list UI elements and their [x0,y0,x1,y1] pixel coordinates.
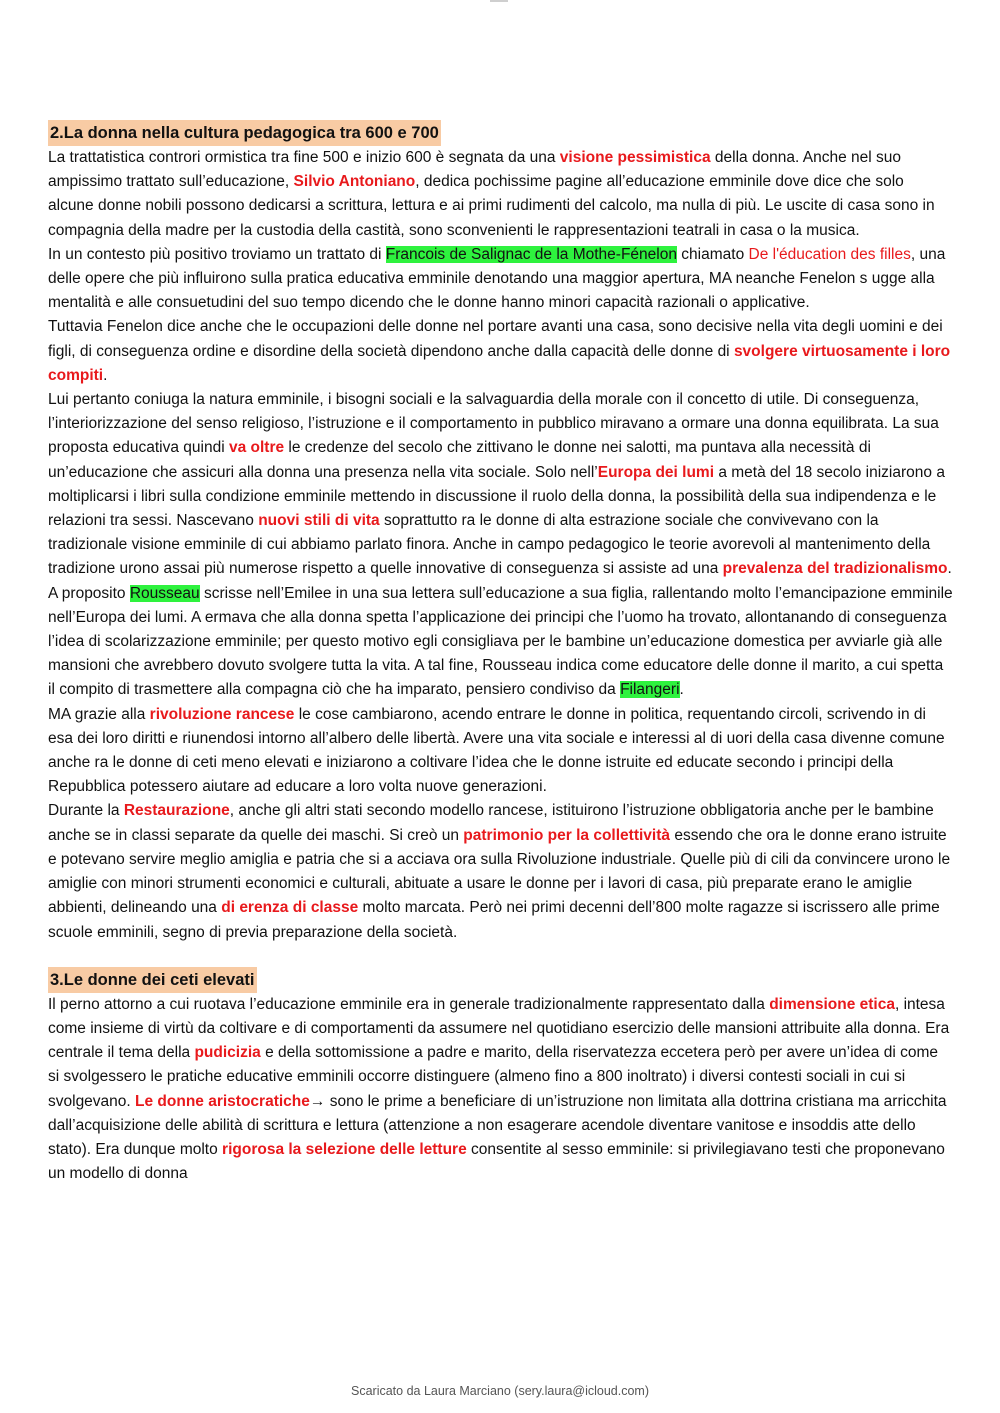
emphasis: Le donne aristocratiche [135,1092,310,1110]
section-gap [48,945,953,967]
s2-paragraph-4: Lui pertanto coniuga la natura emminile, i bisogni sociali e la salvaguardia della morale con il concetto di utile. Di conseguenza, l’interiorizzazione del senso religioso, l’istruzione e il comportamento in pubblico miravano a ormare una donna equilibrata. La sua proposta educativa quindi va oltre le credenze del secolo che zittivano le donne nei salotti, ma puntava alla necessità di un’educazione che assicuri alla donna una presenza nella vita sociale. Solo nell’Europa dei lumi a metà del 18 secolo iniziarono a moltiplicarsi i libri sulla condizione emminile mettendo in discussione il ruolo della donna, la possibilità della sua indipendenza e le relazioni tra sessi. Nascevano nuovi stili di vita soprattutto ra le donne di alta estrazione sociale che convivevano con la tradizionale visione emminile di cui abbiamo parlato finora. Anche in campo pedagogico le teorie avorevoli al mantenimento della tradizione urono assai più numerose rispetto a quelle innovative di conseguenza si assiste ad una prevalenza del tradizionalismo. [48,391,952,578]
highlight: Rousseau [129,584,200,602]
emphasis: dimensione etica [769,995,895,1013]
s2-paragraph-6: MA grazie alla rivoluzione rancese le cose cambiarono, acendo entrare le donne in politica, requentando circoli, scrivendo in di esa dei loro diritti e riunendosi intorno all’albero delle libertà. Avere una vita sociale e interessi al di uori della casa divenne comune anche ra le donne di ceti meno elevati e iniziarono a coltivare l’idea che le donne istruite ed educate secondo i principi della Repubblica potessero aiutare ad educare a loro volta nuove generazioni. [48,705,945,796]
emphasis: visione pessimistica [559,149,711,166]
section-2-title: 2.La donna nella cultura pedagogica tra 600 e 700 [48,120,441,146]
document-body [48,120,953,1186]
emphasis: Restaurazione [123,802,230,820]
emphasis: pudicizia [194,1044,261,1062]
s2-paragraph-2: In un contesto più positivo troviamo un trattato di Francois de Salignac de la Mothe-Fénelon chiamato De l'éducation des filles, una delle opere che più influirono sulla pratica educativa emminile denotando una maggior apertura, MA neanche Fenelon s ugge alla mentalità e alle consuetudini del suo tempo dicendo che le donne hanno minori capacità razionali o applicative. [48,245,946,312]
s2-paragraph-1: La trattatistica controri ormistica tra fine 500 e inizio 600 è segnata da una visione pessimistica della donna. Anche nel suo ampissimo trattato sull’educazione, Silvio Antoniano, dedica pochissime pagine all’educazione emminile dove dice che solo alcune donne nobili possono dedicarsi a scrittura, lettura e ai primi rudimenti del calcolo, ma nulla di più. Le uscite di casa sono in compagnia della madre per la custodia della castità, sono sconvenienti le rappresentazioni teatrali in casa o la musica. [48,149,935,239]
emphasis: prevalenza del tradizionalismo [722,560,948,578]
s2-paragraph-5: A proposito Rousseau scrisse nell’Emilee in una sua lettera sull’educazione a sua figlia, rallentando molto l’emancipazione emminile nell’Europa dei lumi. A ermava che alla donna spetta l’applicazione dei principi che l’uomo ha trovato, allontanando di conseguenza l’idea di scolarizzazione emminile; per questo motivo egli consigliava per le bambine un’educazione domestica per avviarle già alle mansioni che avrebbero dovuto svolgere tutta la vita. A tal fine, Rousseau indica come educatore delle donne il marito, a cui spetta il compito di trasmettere alla compagna ciò che ha imparato, pensiero condiviso da Filangeri. [48,584,953,699]
top-mark [490,0,508,2]
highlight: Filangeri [620,681,680,699]
highlight: Francois de Salignac de la Mothe-Fénelon [385,245,677,263]
emphasis: Europa dei lumi [597,463,715,481]
emphasis: Silvio Antoniano [293,173,416,191]
s3-paragraph-1: Il perno attorno a cui ruotava l’educazione emminile era in generale tradizionalmente rappresentato dalla dimensione etica, intesa come insieme di virtù da coltivare e di comportamenti da assumere nel quotidiano esercizio delle mansioni attribuite alla donna. Era centrale il tema della pudicizia e della sottomissione a padre e marito, della riservatezza eccetera però per avere un’idea di come si svolgessero le pratiche educative emminili occorre distinguere (almeno fino a 800 inoltrato) i diversi contesti sociali in cui si svolgevano. Le donne aristocratiche→ sono le prime a beneficiare di un’istruzione non limitata alla dottrina cristiana ma arricchita dall’acquisizione delle abilità di scrittura e lettura (attenzione a non esagerare acendole diventare vanitose e insoddis atte dello stato). Era dunque molto rigorosa la selezione delle letture consentite al sesso emminile: si privilegiavano testi che proponevano un modello di donna [48,995,950,1183]
emphasis: rivoluzione rancese [149,705,295,723]
emphasis: va oltre [228,439,285,457]
emphasis: rigorosa la selezione delle letture [222,1140,467,1158]
section-3-title: 3.Le donne dei ceti elevati [48,967,257,993]
emphasis: svolgere virtuosamente i loro compiti [48,342,951,384]
emphasis: di erenza di classe [221,899,359,917]
emphasis: De l'éducation des filles [748,245,911,263]
download-footer: Scaricato da Laura Marciano (sery.laura@icloud.com) [351,1384,649,1398]
s2-paragraph-3: Tuttavia Fenelon dice anche che le occupazioni delle donne nel portare avanti una casa, sono decisive nella vita degli uomini e dei figli, di conseguenza ordine e disordine della società dipendono anche dalla capacità delle donne di svolgere virtuosamente i loro compiti. [48,318,951,384]
s2-paragraph-7: Durante la Restaurazione, anche gli altri stati secondo modello rancese, istituirono l’istruzione obbligatoria anche per le bambine anche se in classi separate da quelle dei maschi. Si creò un patrimonio per la collettività essendo che ora le donne erano istruite e potevano servire meglio amiglia e patria che si a acciava ora sulla Rivoluzione industriale. Quelle più di cili da convincere urono le amiglie con minori strumenti economici e culturali, abituate a usare le donne per i lavori di casa, più preparate erano le amiglie abbienti, delineando una di erenza di classe molto marcata. Però nei primi decenni dell’800 molte ragazze si iscrissero alle prime scuole emminili, segno di previa preparazione della società. [48,802,951,941]
emphasis: nuovi stili di vita [258,512,380,530]
emphasis: patrimonio per la collettività [463,826,671,844]
